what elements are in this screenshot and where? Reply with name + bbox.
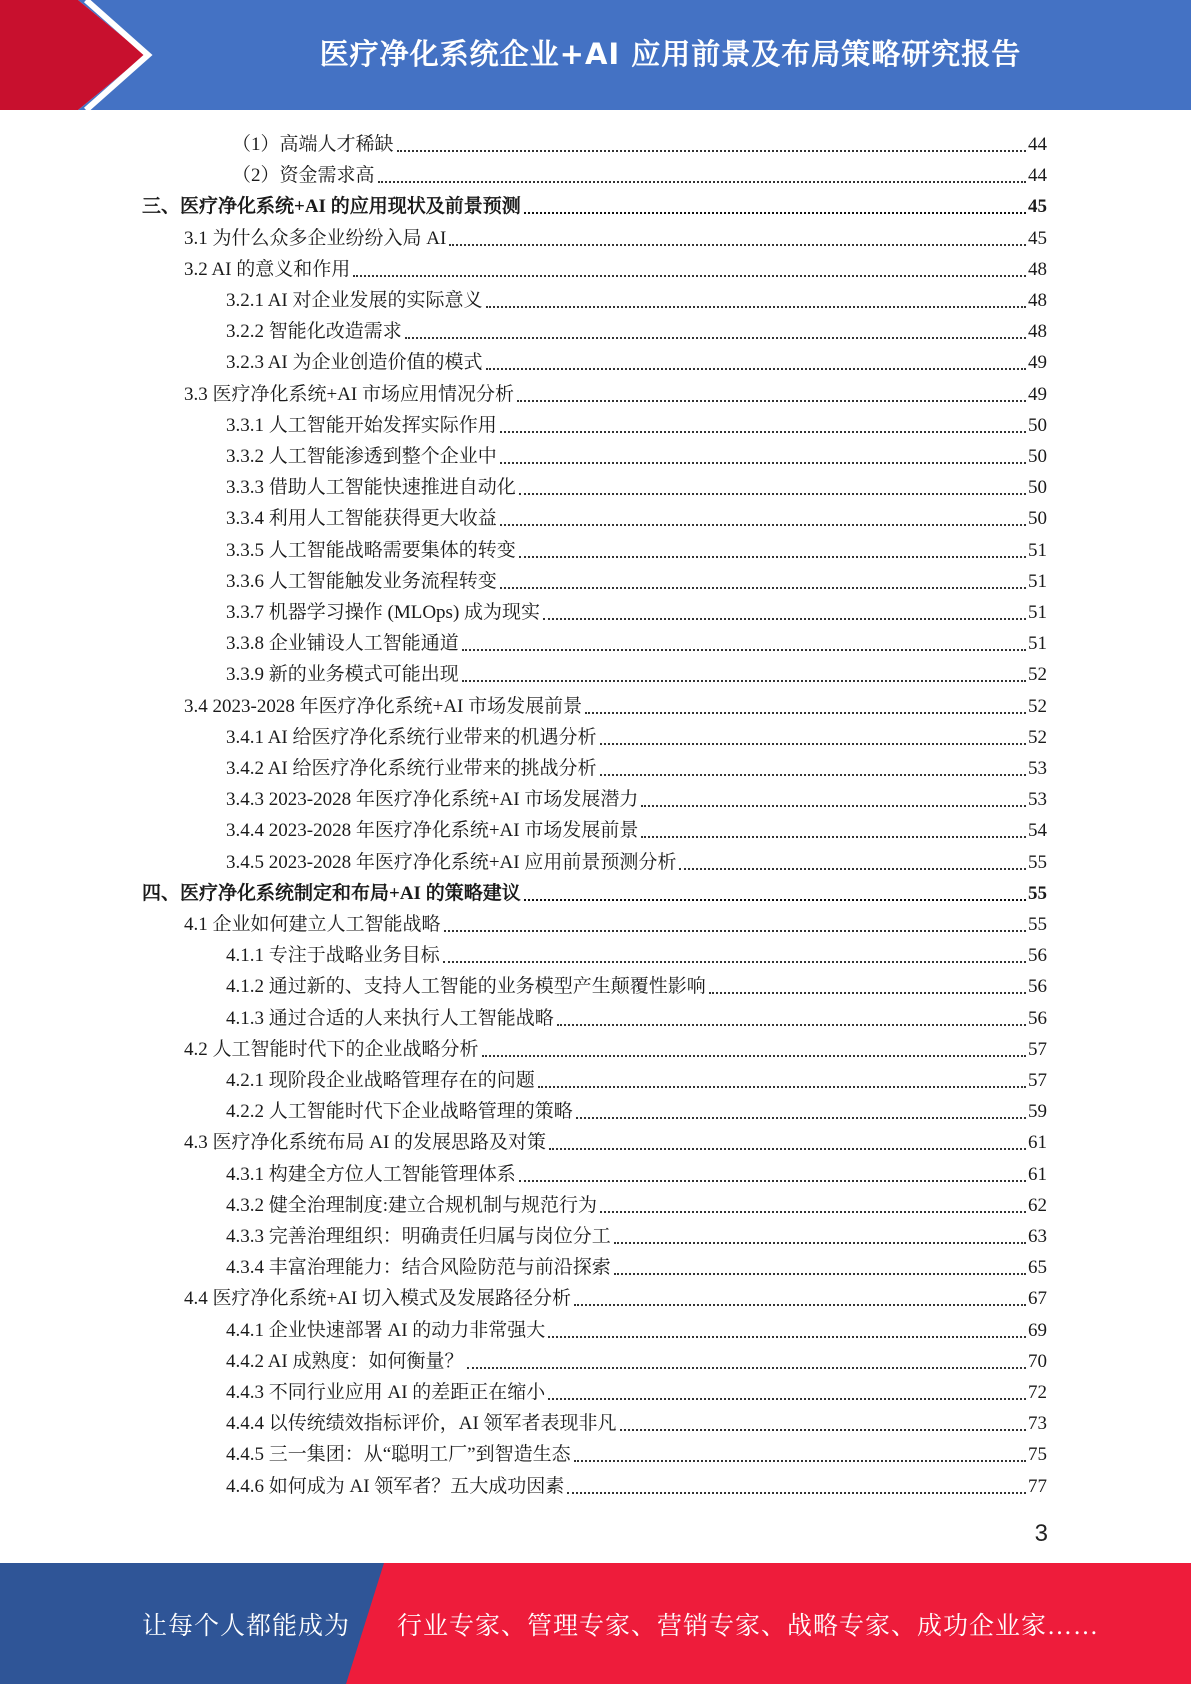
- toc-dot-leader: [378, 179, 1026, 183]
- toc-entry[interactable]: [226, 1343, 1047, 1374]
- toc-entry-title: 4.4.2 AI 成熟度：如何衡量？: [226, 1350, 464, 1372]
- toc-entry-title: 4.3.4 丰富治理能力：结合风险防范与前沿探索: [226, 1257, 611, 1279]
- toc-entry[interactable]: [184, 1031, 1047, 1062]
- toc-dot-leader: [524, 210, 1026, 214]
- toc-dot-leader: [548, 1334, 1026, 1338]
- toc-dot-leader: [549, 1146, 1026, 1150]
- toc-entry-title: 4.1 企业如何建立人工智能战略: [184, 914, 441, 935]
- toc-entry-page: 48: [1028, 258, 1047, 280]
- toc-entry[interactable]: [226, 719, 1047, 750]
- toc-entry-title: 3.1 为什么众多企业纷纷入局 AI: [184, 227, 447, 249]
- toc-dot-leader: [620, 1427, 1026, 1431]
- toc-entry[interactable]: [142, 875, 1047, 906]
- footer-slogan-left: 让每个人都能成为: [142, 1612, 351, 1640]
- toc-entry-title: 3.3.6 人工智能触发业务流程转变: [226, 570, 497, 592]
- toc-entry-title: 3.4.5 2023-2028 年医疗净化系统+AI 应用前景预测分析: [226, 851, 677, 873]
- toc-dot-leader: [500, 585, 1026, 589]
- footer-slogan-right: 行业专家、管理专家、营销专家、战略专家、成功企业家……: [397, 1612, 1100, 1640]
- toc-entry-page: 51: [1028, 633, 1047, 655]
- toc-dot-leader: [600, 1209, 1026, 1213]
- toc-entry-page: 53: [1028, 789, 1047, 811]
- toc-dot-leader: [443, 959, 1026, 963]
- toc-entry-title: 3.4.3 2023-2028 年医疗净化系统+AI 市场发展潜力: [226, 789, 639, 811]
- toc-entry-page: 75: [1028, 1444, 1047, 1466]
- toc-entry-page: 73: [1028, 1413, 1047, 1435]
- toc-entry-page: 55: [1028, 882, 1047, 904]
- toc-dot-leader: [574, 1302, 1026, 1306]
- toc-dot-leader: [449, 242, 1026, 246]
- toc-entry-title: 3.3.5 人工智能战略需要集体的转变: [226, 539, 516, 561]
- toc-entry-title: 4.1.1 专注于战略业务目标: [226, 945, 440, 967]
- toc-entry[interactable]: [226, 656, 1047, 687]
- toc-entry-title: 4.4.4 以传统绩效指标评价，AI 领军者表现非凡: [226, 1413, 617, 1435]
- toc-entry[interactable]: [226, 1436, 1047, 1467]
- toc-dot-leader: [444, 928, 1026, 932]
- toc-entry-title: 4.3.1 构建全方位人工智能管理体系: [226, 1163, 516, 1185]
- toc-entry[interactable]: [232, 157, 1047, 188]
- toc-dot-leader: [486, 366, 1026, 370]
- toc-entry-title: 3.3.2 人工智能渗透到整个企业中: [226, 446, 497, 467]
- toc-entry[interactable]: [226, 1187, 1047, 1218]
- toc-entry[interactable]: [226, 781, 1047, 812]
- toc-entry-title: 3.3.3 借助人工智能快速推进自动化: [226, 477, 516, 499]
- toc-entry-page: 55: [1028, 851, 1047, 873]
- toc-entry-page: 61: [1028, 1132, 1047, 1154]
- toc-dot-leader: [500, 522, 1026, 526]
- toc-entry[interactable]: [226, 812, 1047, 843]
- toc-entry-title: 4.2 人工智能时代下的企业战略分析: [184, 1038, 479, 1060]
- toc-dot-leader: [519, 1178, 1026, 1182]
- toc-entry[interactable]: [226, 1249, 1047, 1280]
- toc-entry[interactable]: [226, 1468, 1047, 1499]
- toc-entry-title: 3.3.4 利用人工智能获得更大收益: [226, 508, 497, 530]
- toc-entry-title: 4.3.3 完善治理组织：明确责任归属与岗位分工: [226, 1226, 611, 1247]
- toc-entry[interactable]: [226, 313, 1047, 344]
- toc-entry-page: 56: [1028, 976, 1047, 998]
- toc-entry-page: 56: [1028, 1007, 1047, 1029]
- toc-dot-leader: [482, 1053, 1026, 1057]
- toc-entry[interactable]: [232, 126, 1047, 157]
- toc-entry[interactable]: [226, 438, 1047, 469]
- toc-entry-title: 4.3.2 健全治理制度:建立合规机制与规范行为: [226, 1194, 598, 1216]
- toc-dot-leader: [519, 554, 1026, 558]
- toc-entry[interactable]: [226, 937, 1047, 968]
- toc-dot-leader: [397, 148, 1026, 152]
- toc-entry-page: 50: [1028, 446, 1047, 467]
- toc-entry[interactable]: [226, 563, 1047, 594]
- toc-dot-leader: [462, 647, 1026, 651]
- toc-entry-page: 62: [1028, 1194, 1047, 1216]
- toc-entry-page: 52: [1028, 664, 1047, 686]
- toc-entry[interactable]: [184, 376, 1047, 407]
- toc-entry-page: 50: [1028, 477, 1047, 499]
- toc-entry-title: 3.3.8 企业铺设人工智能通道: [226, 633, 459, 655]
- toc-entry[interactable]: [226, 844, 1047, 875]
- toc-entry-title: 3.2.2 智能化改造需求: [226, 321, 402, 343]
- toc-entry[interactable]: [226, 1000, 1047, 1031]
- toc-entry-title: 3.2 AI 的意义和作用: [184, 258, 351, 280]
- toc-entry-title: 4.4.5 三一集团：从“聪明工厂”到智造生态: [226, 1444, 571, 1466]
- toc-entry[interactable]: [184, 1280, 1047, 1311]
- toc-dot-leader: [538, 1084, 1026, 1088]
- toc-entry-title: 4.4 医疗净化系统+AI 切入模式及发展路径分析: [184, 1288, 572, 1310]
- toc-entry[interactable]: [226, 500, 1047, 531]
- toc-dot-leader: [614, 1271, 1026, 1275]
- toc-dot-leader: [467, 1365, 1026, 1369]
- toc-entry-title: 4.3 医疗净化系统布局 AI 的发展思路及对策: [184, 1132, 547, 1154]
- toc-entry-title: 4.2.1 现阶段企业战略管理存在的问题: [226, 1070, 535, 1091]
- toc-entry-title: 4.4.1 企业快速部署 AI 的动力非常强大: [226, 1319, 546, 1341]
- toc-entry-page: 51: [1028, 570, 1047, 592]
- toc-dot-leader: [574, 1458, 1026, 1462]
- toc-entry-title: 4.2.2 人工智能时代下企业战略管理的策略: [226, 1101, 573, 1123]
- toc-entry-title: 4.4.3 不同行业应用 AI 的差距正在缩小: [226, 1382, 546, 1403]
- toc-entry-page: 53: [1028, 758, 1047, 779]
- toc-entry-page: 51: [1028, 602, 1047, 623]
- toc-dot-leader: [709, 990, 1026, 994]
- toc-entry[interactable]: [226, 1374, 1047, 1405]
- toc-entry[interactable]: [226, 1405, 1047, 1436]
- toc-entry[interactable]: [184, 1124, 1047, 1155]
- toc-entry-title: 3.4.4 2023-2028 年医疗净化系统+AI 市场发展前景: [226, 820, 639, 842]
- toc-entry-page: 50: [1028, 414, 1047, 436]
- toc-dot-leader: [585, 710, 1026, 714]
- toc-entry-page: 72: [1028, 1382, 1047, 1403]
- toc-entry-title: 3.4.1 AI 给医疗净化系统行业带来的机遇分析: [226, 726, 597, 748]
- toc-dot-leader: [557, 1022, 1026, 1026]
- toc-entry-page: 57: [1028, 1038, 1047, 1060]
- toc-entry-page: 69: [1028, 1319, 1047, 1341]
- toc-entry-title: 3.3.1 人工智能开始发挥实际作用: [226, 414, 497, 436]
- toc-entry[interactable]: [226, 594, 1047, 625]
- toc-entry-title: 4.1.2 通过新的、支持人工智能的业务模型产生颠覆性影响: [226, 976, 706, 998]
- toc-entry-title: 三、医疗净化系统+AI 的应用现状及前景预测: [142, 196, 521, 218]
- toc-entry[interactable]: [184, 251, 1047, 282]
- toc-entry[interactable]: [142, 188, 1047, 219]
- toc-entry[interactable]: [226, 407, 1047, 438]
- toc-dot-leader: [600, 772, 1026, 776]
- toc-entry-title: 3.2.3 AI 为企业创造价值的模式: [226, 352, 483, 374]
- toc-entry-title: 3.3.9 新的业务模式可能出现: [226, 664, 459, 686]
- toc-entry-page: 67: [1028, 1288, 1047, 1310]
- toc-entry-page: 57: [1028, 1070, 1047, 1091]
- toc-entry-page: 48: [1028, 321, 1047, 343]
- toc-entry-title: （2）资金需求高: [232, 165, 375, 187]
- toc-entry-page: 44: [1028, 134, 1047, 155]
- toc-dot-leader: [524, 897, 1026, 901]
- page-header: [0, 0, 1191, 110]
- page-number: 3: [1034, 1520, 1048, 1547]
- toc-entry-title: 3.2.1 AI 对企业发展的实际意义: [226, 290, 483, 311]
- toc-entry-title: 3.3 医疗净化系统+AI 市场应用情况分析: [184, 383, 515, 405]
- toc-entry-page: 54: [1028, 820, 1047, 842]
- toc-dot-leader: [576, 1115, 1026, 1119]
- toc-entry-page: 63: [1028, 1226, 1047, 1247]
- toc-entry[interactable]: [226, 469, 1047, 500]
- toc-entry[interactable]: [226, 344, 1047, 375]
- toc-entry-page: 65: [1028, 1257, 1047, 1279]
- toc-entry-page: 44: [1028, 165, 1047, 187]
- toc-entry-page: 52: [1028, 695, 1047, 717]
- toc-entry-page: 45: [1028, 227, 1047, 249]
- toc-entry[interactable]: [226, 282, 1047, 313]
- toc-dot-leader: [548, 1396, 1026, 1400]
- page-footer: [0, 1563, 1191, 1684]
- toc-entry-page: 61: [1028, 1163, 1047, 1185]
- toc-entry[interactable]: [226, 1093, 1047, 1124]
- toc-entry-page: 45: [1028, 196, 1047, 218]
- toc-entry-title: 4.1.3 通过合适的人来执行人工智能战略: [226, 1007, 554, 1029]
- toc-dot-leader: [543, 616, 1026, 620]
- toc-entry-page: 48: [1028, 290, 1047, 311]
- toc-dot-leader: [600, 741, 1026, 745]
- toc-entry[interactable]: [226, 968, 1047, 999]
- toc-entry-title: 四、医疗净化系统制定和布局+AI 的策略建议: [142, 882, 521, 904]
- toc-dot-leader: [519, 491, 1026, 495]
- toc-dot-leader: [641, 834, 1026, 838]
- toc-entry-page: 70: [1028, 1350, 1047, 1372]
- toc-entry-page: 55: [1028, 914, 1047, 935]
- toc-entry-page: 50: [1028, 508, 1047, 530]
- toc-entry-page: 51: [1028, 539, 1047, 561]
- toc-entry-title: 3.3.7 机器学习操作 (MLOps) 成为现实: [226, 602, 541, 623]
- toc-entry-title: 4.4.6 如何成为 AI 领军者？五大成功因素: [226, 1475, 565, 1497]
- toc-dot-leader: [486, 304, 1026, 308]
- toc-dot-leader: [567, 1490, 1026, 1494]
- toc-entry-page: 49: [1028, 383, 1047, 405]
- toc-entry[interactable]: [226, 532, 1047, 563]
- toc-entry-page: 77: [1028, 1475, 1047, 1497]
- report-title: 医疗净化系统企业+AI 应用前景及布局策略研究报告: [319, 37, 1022, 71]
- toc-dot-leader: [500, 460, 1026, 464]
- toc-entry[interactable]: [226, 1156, 1047, 1187]
- toc-entry[interactable]: [226, 750, 1047, 781]
- toc-dot-leader: [462, 678, 1026, 682]
- toc-dot-leader: [353, 273, 1026, 277]
- toc-entry[interactable]: [226, 1062, 1047, 1093]
- toc-entry-title: （1）高端人才稀缺: [232, 134, 394, 155]
- toc-entry-page: 56: [1028, 945, 1047, 967]
- toc-entry-page: 59: [1028, 1101, 1047, 1123]
- toc-entry-title: 3.4 2023-2028 年医疗净化系统+AI 市场发展前景: [184, 695, 583, 717]
- toc-entry[interactable]: [184, 688, 1047, 719]
- toc-dot-leader: [641, 803, 1026, 807]
- toc-entry[interactable]: [226, 625, 1047, 656]
- toc-dot-leader: [614, 1240, 1026, 1244]
- toc-entry-page: 52: [1028, 726, 1047, 748]
- toc-entry[interactable]: [226, 1312, 1047, 1343]
- toc-entry[interactable]: [184, 220, 1047, 251]
- toc-entry-page: 49: [1028, 352, 1047, 374]
- toc-entry-title: 3.4.2 AI 给医疗净化系统行业带来的挑战分析: [226, 758, 597, 779]
- toc-dot-leader: [405, 335, 1026, 339]
- toc-dot-leader: [517, 398, 1026, 402]
- toc-entry[interactable]: [184, 906, 1047, 937]
- toc-entry[interactable]: [226, 1218, 1047, 1249]
- toc-dot-leader: [500, 429, 1026, 433]
- toc-dot-leader: [679, 866, 1026, 870]
